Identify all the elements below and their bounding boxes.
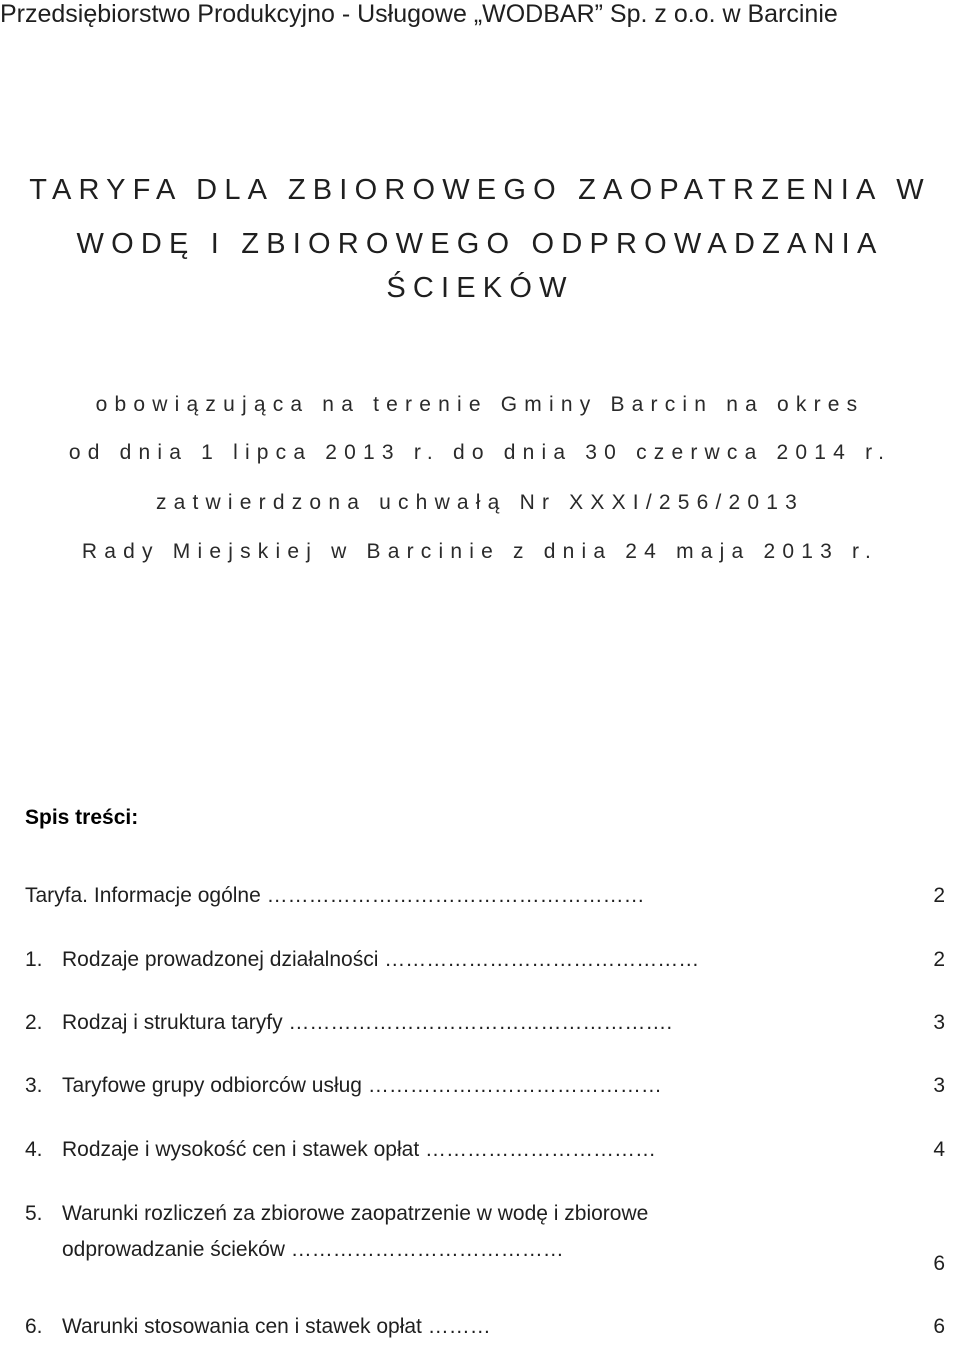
- toc-item-label-continued: odprowadzanie ścieków …………………………………: [62, 1238, 564, 1261]
- validity-line-2: od dnia 1 lipca 2013 r. do dnia 30 czerwca 2014 r.: [68, 441, 892, 464]
- tariff-title-line-2: WODĘ I ZBIOROWEGO ODPROWADZANIA: [76, 228, 884, 260]
- toc-item-page: 3: [933, 1074, 945, 1097]
- toc-item-label: Rodzaje prowadzonej działalności ………………………………………: [62, 948, 700, 971]
- toc-item-label: Warunki rozliczeń za zbiorowe zaopatrzenie w wodę i zbiorowe: [62, 1202, 649, 1225]
- toc-item-page: 6: [933, 1315, 945, 1338]
- toc-item-page: 2: [933, 948, 945, 971]
- tariff-title-line-1: TARYFA DLA ZBIOROWEGO ZAOPATRZENIA W: [29, 174, 931, 206]
- toc-item[interactable]: [25, 1315, 945, 1349]
- toc-item-label: Warunki stosowania cen i stawek opłat ………: [62, 1315, 491, 1338]
- toc-item-number: 4.: [25, 1138, 43, 1161]
- council-line: Rady Miejskiej w Barcinie z dnia 24 maja 2013 r.: [81, 540, 879, 563]
- toc-item-number: 1.: [25, 948, 43, 971]
- toc-item-number: 6.: [25, 1315, 43, 1338]
- toc-item-label: Rodzaje i wysokość cen i stawek opłat ……………………………: [62, 1138, 656, 1161]
- toc-item[interactable]: [25, 1202, 945, 1282]
- company-header: Przedsiębiorstwo Produkcyjno - Usługowe „WODBAR” Sp. z o.o. w Barcinie: [0, 0, 838, 28]
- toc-item[interactable]: [25, 884, 945, 918]
- toc-item[interactable]: [25, 1074, 945, 1108]
- toc-item[interactable]: [25, 1011, 945, 1045]
- toc-heading: Spis treści:: [25, 806, 139, 829]
- toc-item-number: 3.: [25, 1074, 43, 1097]
- toc-item-label: Taryfowe grupy odbiorców usług ……………………………………: [62, 1074, 662, 1097]
- validity-line-1: obowiązująca na terenie Gminy Barcin na okres: [95, 393, 865, 416]
- toc-item[interactable]: [25, 948, 945, 982]
- toc-item[interactable]: [25, 1138, 945, 1172]
- toc-item-number: 2.: [25, 1011, 43, 1034]
- resolution-line: zatwierdzona uchwałą Nr XXXI/256/2013: [155, 491, 805, 514]
- toc-item-label: Taryfa. Informacje ogólne ………………………………………………: [25, 884, 645, 907]
- toc-item-label: Rodzaj i struktura taryfy ……………………………………………….: [62, 1011, 673, 1034]
- toc-item-page: 4: [933, 1138, 945, 1161]
- toc-item-page: 6: [933, 1252, 945, 1275]
- toc-item-number: 5.: [25, 1202, 43, 1225]
- tariff-title-line-3: ŚCIEKÓW: [386, 272, 574, 304]
- toc-item-page: 3: [933, 1011, 945, 1034]
- toc-item-page: 2: [933, 884, 945, 907]
